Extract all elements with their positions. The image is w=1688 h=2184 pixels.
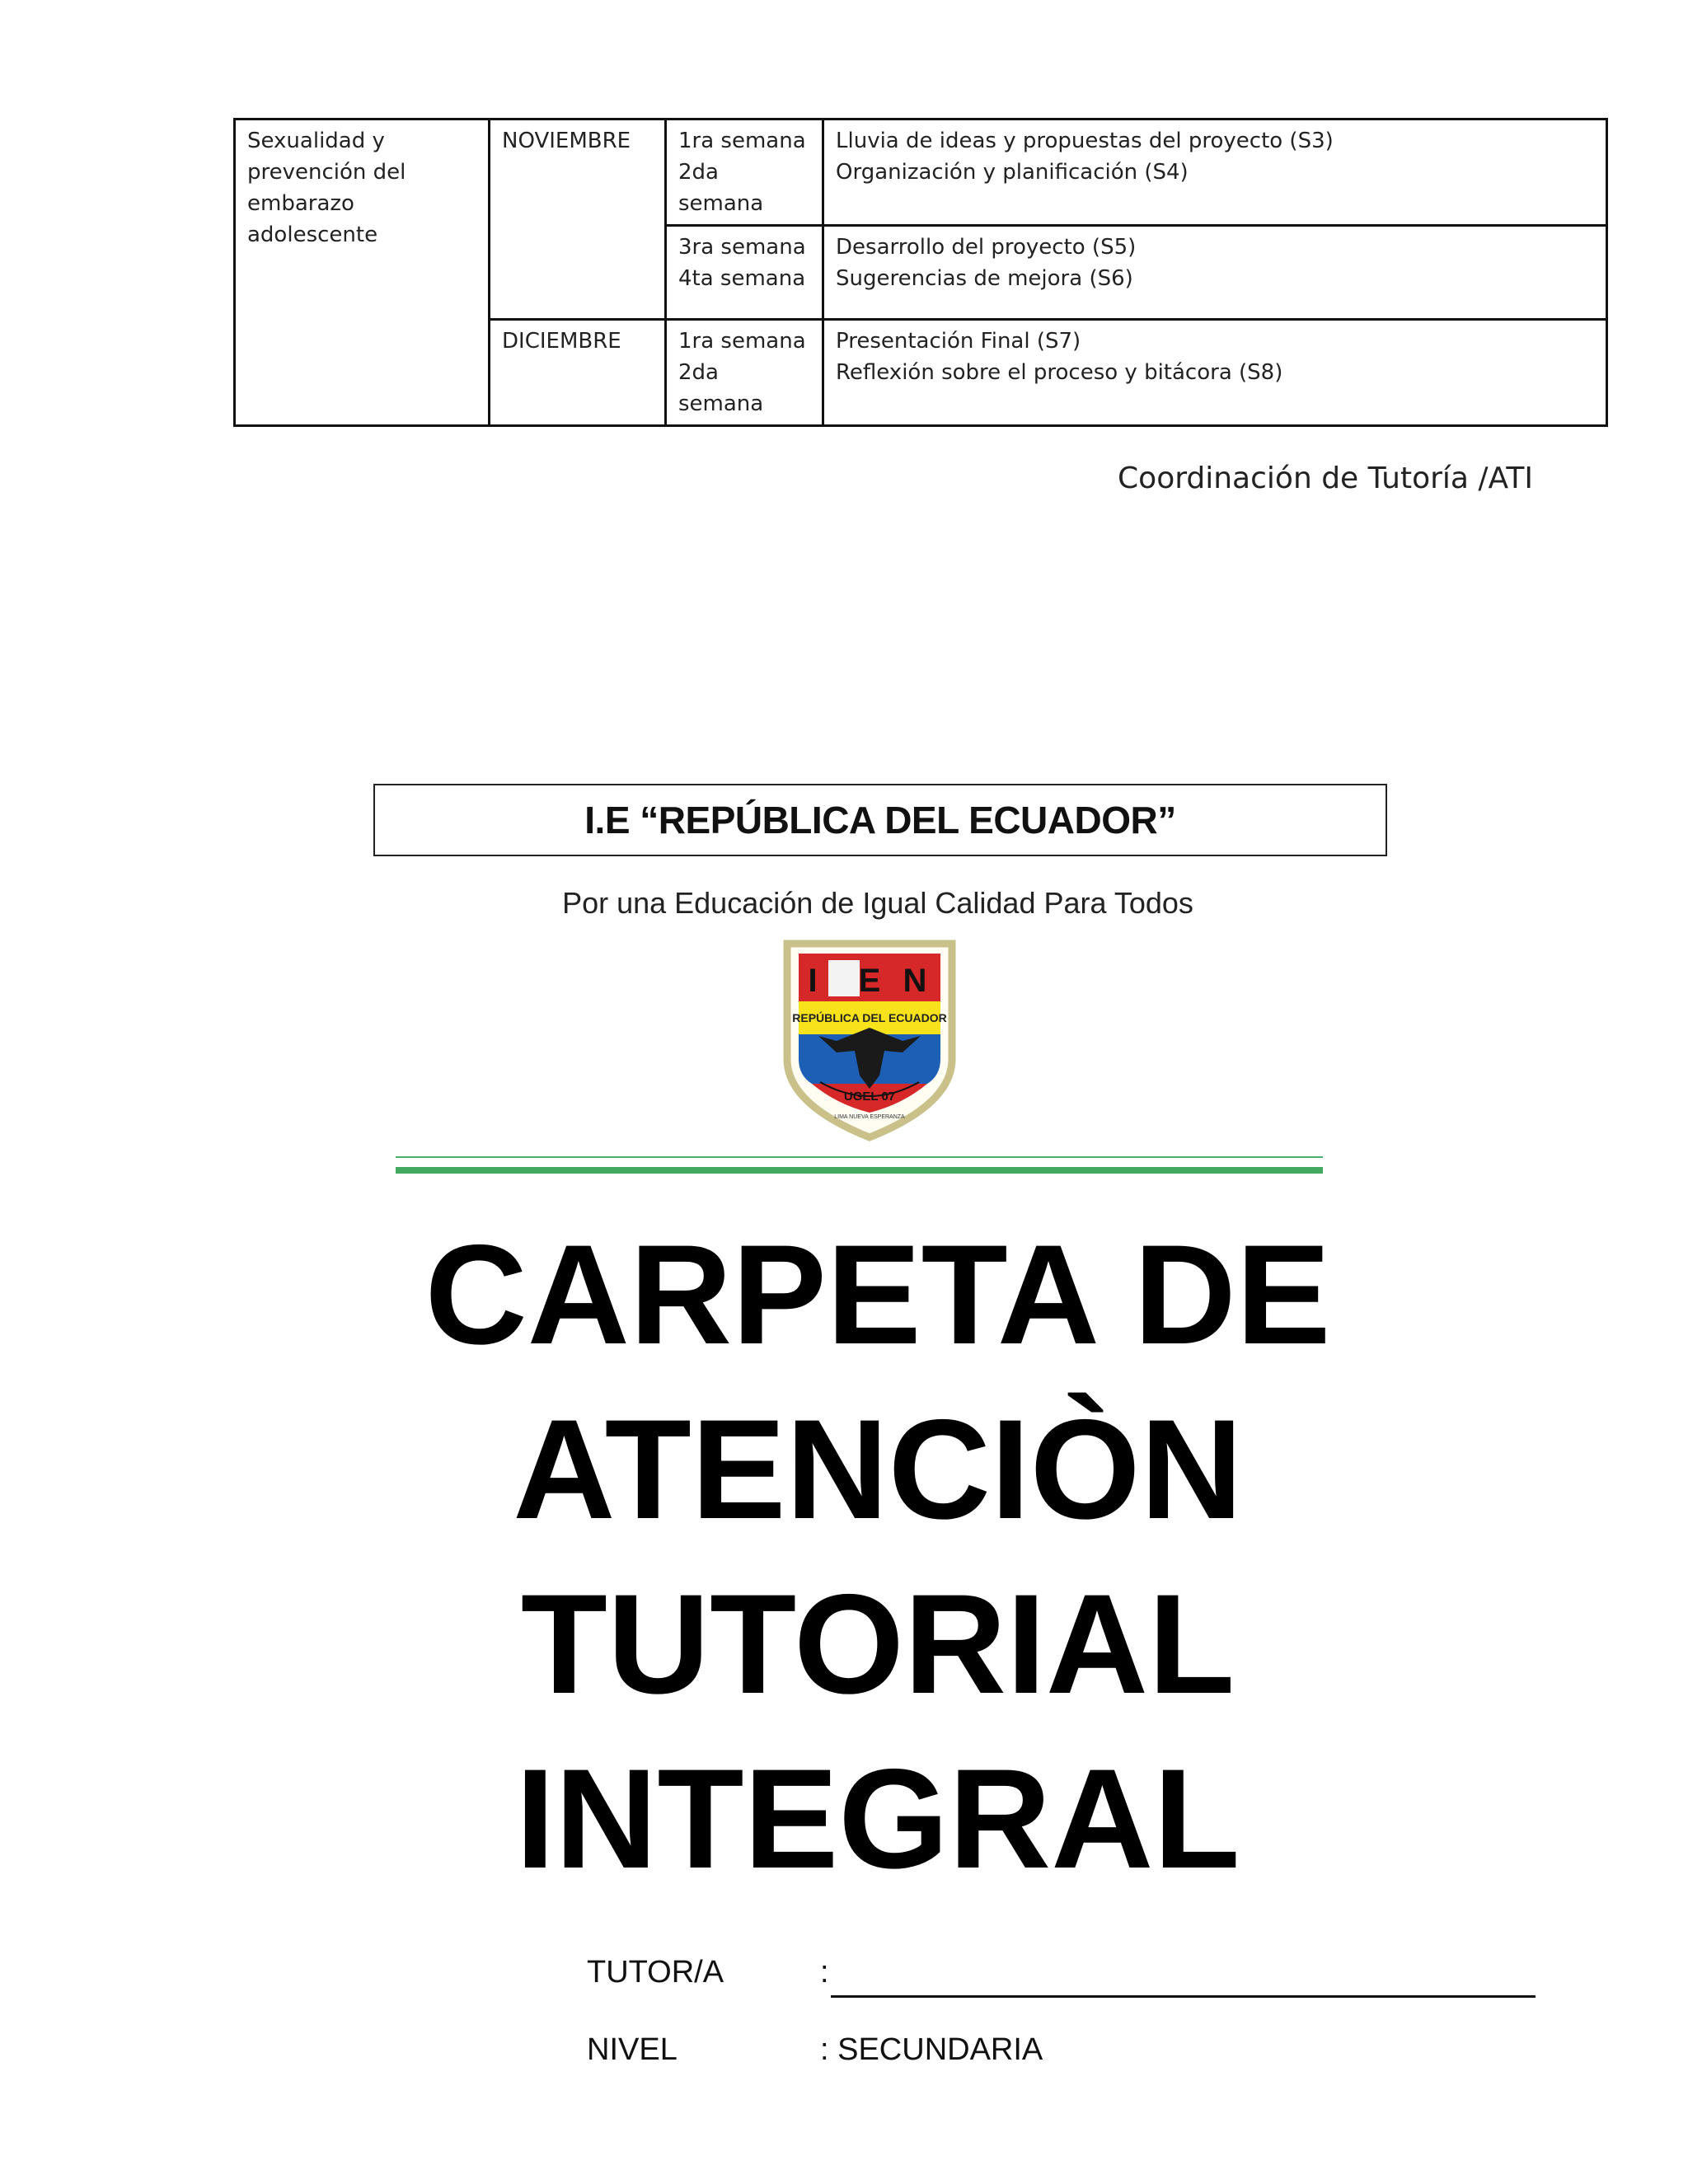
weeks-cell [666, 320, 823, 426]
title-line: INTEGRAL [515, 1740, 1240, 1898]
activities-cell [823, 120, 1607, 226]
activity-label: Lluvia de ideas y propuestas del proyecto (S3) [836, 129, 1334, 153]
activities-cell [823, 320, 1607, 426]
activity-label: Organización y planificación (S4) [836, 160, 1189, 185]
weeks-cell [666, 120, 823, 226]
activity-label: Desarrollo del proyecto (S5) [836, 235, 1137, 260]
week-label: 2da semana [678, 160, 764, 216]
logo-bottom-text: UGEL 07 [843, 1090, 896, 1104]
logo-letter: N [903, 963, 927, 999]
level-label: NIVEL [587, 2032, 678, 2067]
topic-text: Sexualidad y prevención del embarazo adolescente [247, 129, 406, 247]
activity-label: Sugerencias de mejora (S6) [836, 266, 1133, 291]
month-cell: NOVIEMBRE [490, 120, 666, 320]
week-label: 4ta semana [678, 266, 806, 291]
logo-small-text: LIMA NUEVA ESPERANZA [834, 1114, 905, 1120]
logo-letter: E [858, 963, 881, 999]
school-name: I.E “REPÚBLICA DEL ECUADOR” [584, 799, 1176, 841]
logo-band-text: REPÚBLICA DEL ECUADOR [792, 1011, 947, 1024]
divider-thin [396, 1156, 1323, 1158]
tutor-label: TUTOR/A [587, 1955, 724, 1990]
title-line: TUTORIAL [520, 1565, 1236, 1723]
week-label: 2da semana [678, 360, 764, 416]
table-row [235, 120, 1607, 226]
logo-letter: I [808, 963, 818, 999]
schedule-table [233, 118, 1608, 427]
school-logo [779, 935, 960, 1141]
week-label: 3ra semana [678, 235, 806, 260]
activity-label: Reflexión sobre el proceso y bitácora (S8) [836, 360, 1283, 385]
coordination-signature: Coordinación de Tutoría /ATI [1118, 462, 1533, 495]
tutor-value: : [820, 1955, 829, 1990]
weeks-cell [666, 226, 823, 320]
cover-title [0, 1207, 1688, 1906]
divider-thick [396, 1167, 1323, 1174]
month-cell: DICIEMBRE [490, 320, 666, 426]
topic-cell [235, 120, 490, 426]
level-value: : SECUNDARIA [820, 2032, 1043, 2067]
activity-label: Presentación Final (S7) [836, 329, 1081, 354]
week-label: 1ra semana [678, 129, 806, 153]
activities-cell [823, 226, 1607, 320]
title-line: CARPETA DE [424, 1216, 1331, 1374]
title-line: ATENCIÒN [513, 1390, 1243, 1549]
school-name-box [373, 784, 1387, 856]
school-motto: Por una Educación de Igual Calidad Para Todos [562, 886, 1193, 920]
tutor-blank-line [831, 1995, 1536, 1998]
week-label: 1ra semana [678, 329, 806, 354]
